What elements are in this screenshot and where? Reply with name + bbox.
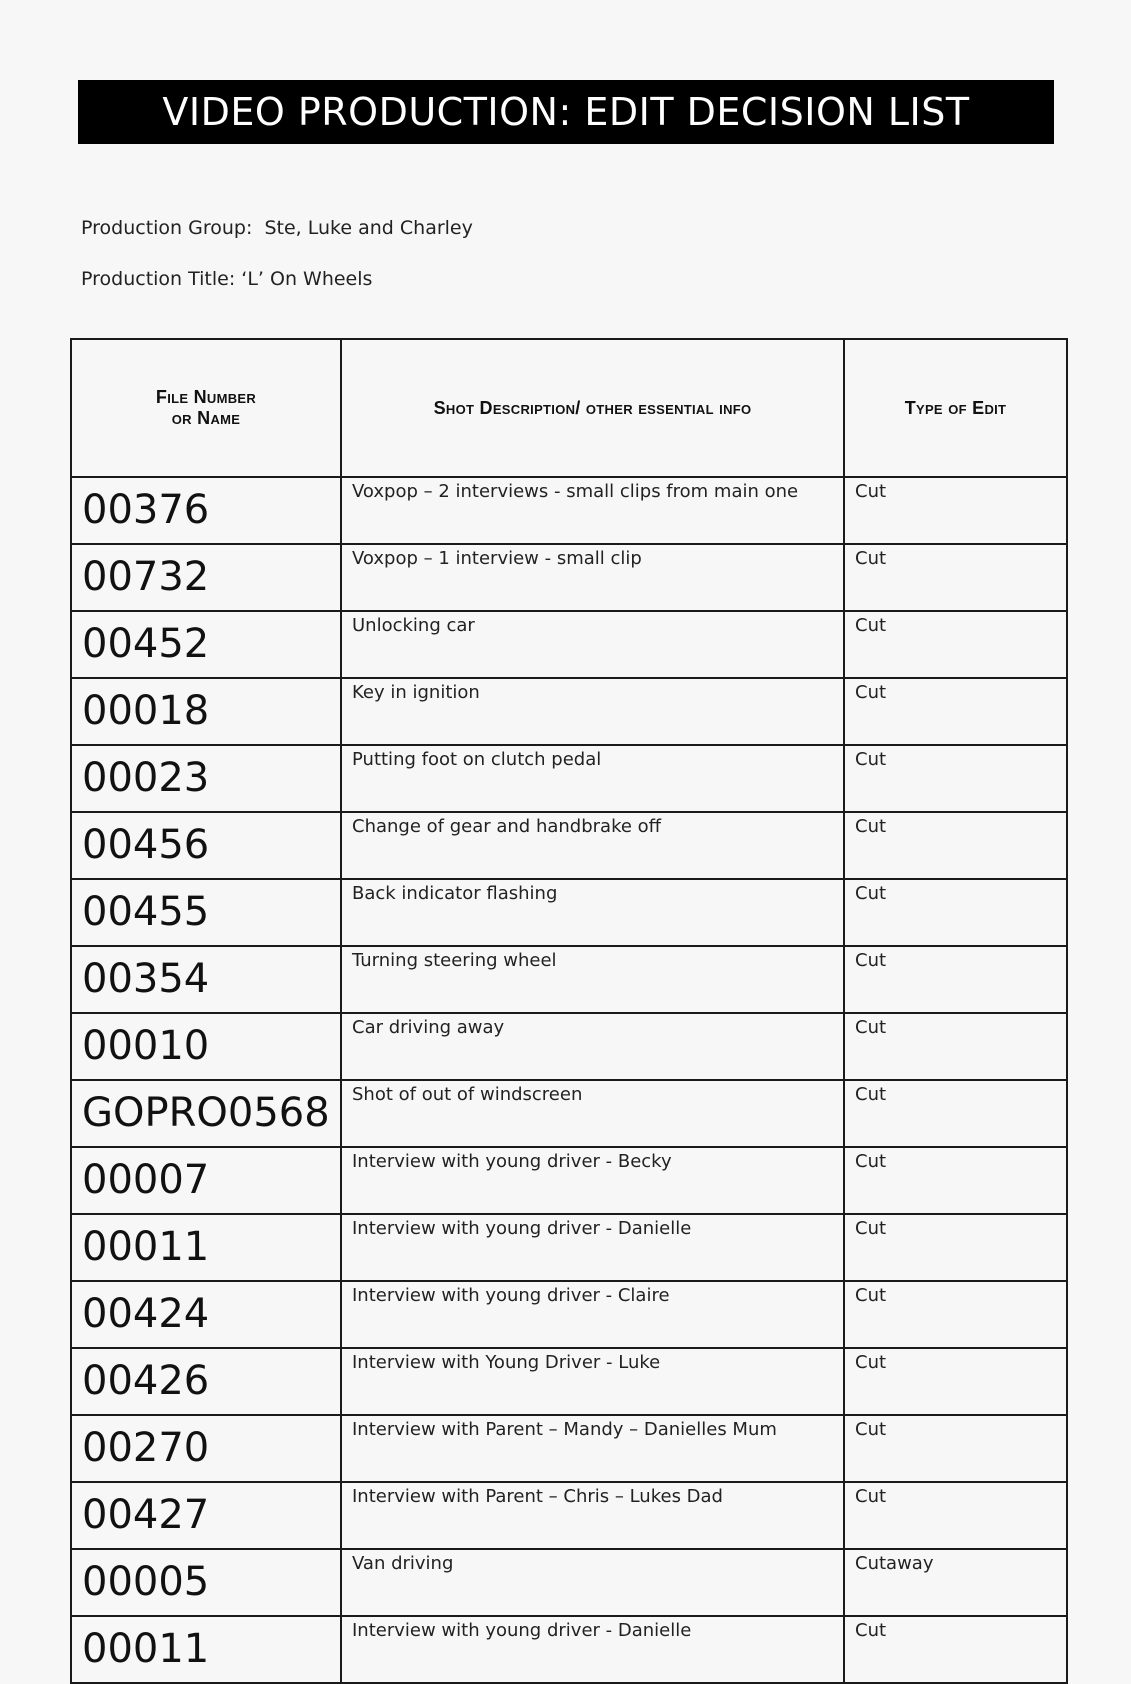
cell-desc: Back indicator flashing (341, 879, 844, 946)
table-row (71, 1415, 1067, 1482)
cell-desc: Key in ignition (341, 678, 844, 745)
cell-desc: Voxpop – 2 interviews - small clips from main one (341, 477, 844, 544)
cell-file: 00018 (71, 678, 341, 745)
table-row (71, 1214, 1067, 1281)
table-row (71, 1549, 1067, 1616)
table-row (71, 1616, 1067, 1683)
cell-desc: Interview with young driver - Danielle (341, 1616, 844, 1683)
cell-desc: Van driving (341, 1549, 844, 1616)
cell-edit: Cut (844, 678, 1067, 745)
cell-file: 00354 (71, 946, 341, 1013)
cell-edit: Cutaway (844, 1549, 1067, 1616)
header-file-line1: File Number (155, 387, 257, 407)
cell-file: 00010 (71, 1013, 341, 1080)
header-edit-text: Type of Edit (904, 397, 1007, 418)
cell-desc: Putting foot on clutch pedal (341, 745, 844, 812)
cell-edit: Cut (844, 1415, 1067, 1482)
cell-file: 00455 (71, 879, 341, 946)
production-group-value: Ste, Luke and Charley (264, 217, 473, 239)
cell-edit: Cut (844, 1482, 1067, 1549)
cell-edit: Cut (844, 611, 1067, 678)
cell-file: 00427 (71, 1482, 341, 1549)
header-file (71, 339, 341, 477)
production-title (81, 268, 372, 290)
cell-edit: Cut (844, 1281, 1067, 1348)
cell-file: 00426 (71, 1348, 341, 1415)
table-row (71, 812, 1067, 879)
table-row (71, 477, 1067, 544)
header-edit (844, 339, 1067, 477)
cell-edit: Cut (844, 1214, 1067, 1281)
cell-desc: Change of gear and handbrake off (341, 812, 844, 879)
cell-edit: Cut (844, 1616, 1067, 1683)
production-group (81, 217, 473, 239)
cell-file: 00023 (71, 745, 341, 812)
table-row (71, 745, 1067, 812)
cell-edit: Cut (844, 1013, 1067, 1080)
cell-desc: Interview with Young Driver - Luke (341, 1348, 844, 1415)
cell-edit: Cut (844, 812, 1067, 879)
cell-file: 00452 (71, 611, 341, 678)
table-row (71, 1080, 1067, 1147)
page-title (78, 80, 1054, 144)
cell-desc: Car driving away (341, 1013, 844, 1080)
table-row (71, 1348, 1067, 1415)
cell-desc: Turning steering wheel (341, 946, 844, 1013)
table-row (71, 1482, 1067, 1549)
cell-edit: Cut (844, 1080, 1067, 1147)
table-header-row (71, 339, 1067, 477)
cell-edit: Cut (844, 1147, 1067, 1214)
cell-file: 00424 (71, 1281, 341, 1348)
cell-file: 00011 (71, 1616, 341, 1683)
edit-decision-table (70, 338, 1068, 1684)
cell-desc: Voxpop – 1 interview - small clip (341, 544, 844, 611)
cell-file: 00011 (71, 1214, 341, 1281)
cell-file: 00007 (71, 1147, 341, 1214)
table-row (71, 544, 1067, 611)
cell-edit: Cut (844, 477, 1067, 544)
cell-file: 00005 (71, 1549, 341, 1616)
cell-file: 00376 (71, 477, 341, 544)
page-title-text: VIDEO PRODUCTION: EDIT DECISION LIST (162, 90, 970, 134)
cell-edit: Cut (844, 544, 1067, 611)
cell-desc: Interview with young driver - Claire (341, 1281, 844, 1348)
cell-edit: Cut (844, 946, 1067, 1013)
production-title-value: ‘L’ On Wheels (241, 268, 373, 290)
cell-file: 00270 (71, 1415, 341, 1482)
cell-edit: Cut (844, 1348, 1067, 1415)
cell-file: GOPRO0568 (71, 1080, 341, 1147)
header-desc-text: Shot Description/ other essential info (433, 397, 752, 418)
production-group-label: Production Group: (81, 217, 253, 239)
cell-desc: Unlocking car (341, 611, 844, 678)
table-row (71, 678, 1067, 745)
cell-desc: Interview with young driver - Danielle (341, 1214, 844, 1281)
table-row (71, 946, 1067, 1013)
cell-desc: Interview with Parent – Mandy – Danielles Mum (341, 1415, 844, 1482)
table-row (71, 1013, 1067, 1080)
cell-desc: Shot of out of windscreen (341, 1080, 844, 1147)
cell-file: 00456 (71, 812, 341, 879)
table-row (71, 879, 1067, 946)
cell-desc: Interview with young driver - Becky (341, 1147, 844, 1214)
table-row (71, 1147, 1067, 1214)
production-title-label: Production Title: (81, 268, 236, 290)
header-desc (341, 339, 844, 477)
cell-edit: Cut (844, 879, 1067, 946)
header-file-line2: or Name (171, 408, 241, 428)
cell-desc: Interview with Parent – Chris – Lukes Dad (341, 1482, 844, 1549)
cell-edit: Cut (844, 745, 1067, 812)
cell-file: 00732 (71, 544, 341, 611)
table-row (71, 611, 1067, 678)
table-row (71, 1281, 1067, 1348)
